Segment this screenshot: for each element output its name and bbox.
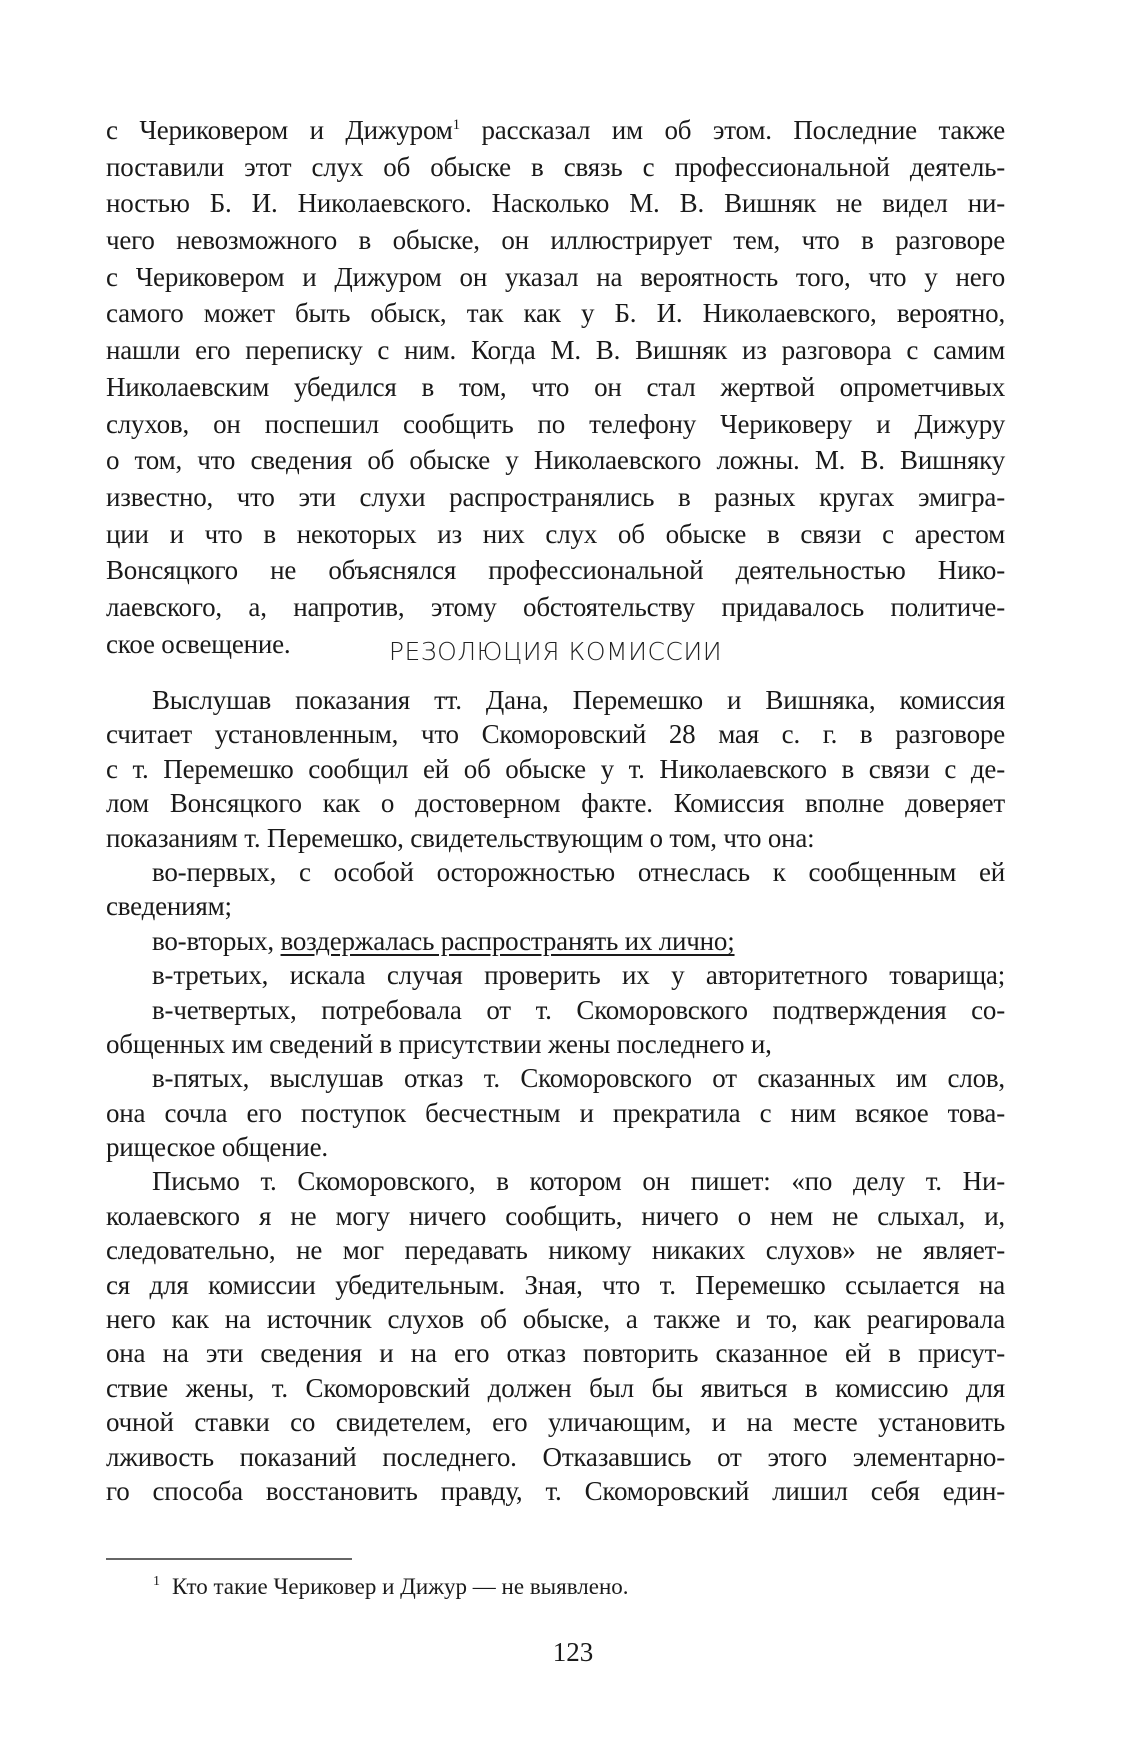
text-line: Вонсяцкого не объяснялся профессиональной деятельностью Нико-: [106, 555, 1005, 586]
text-line: считает установленным, что Скоморовский 28 мая с. г. в разговоре: [106, 719, 1005, 750]
text-line: [106, 112, 1005, 149]
text-line: во-первых, с особой осторожностью отнеслась к сообщенным ей: [152, 856, 1005, 887]
text-fragment: во-вторых,: [152, 925, 281, 956]
text-line: в-третьих, искала случая проверить их у авторитетного товарища;: [152, 960, 1005, 991]
text-line: [106, 924, 1005, 958]
underlined-text: воздержалась распространять их лично;: [280, 925, 735, 956]
text-line: рищеское общение.: [106, 1132, 328, 1163]
text-line: показаниям т. Перемешко, свидетельствующим о том, что она:: [106, 822, 815, 853]
text-line: Николаевским убедился в том, что он стал жертвой опрометчивых: [106, 371, 1005, 402]
text-line: ствие жены, т. Скоморовский должен был бы явиться в комиссию для: [106, 1372, 1005, 1403]
text-line: она сочла его поступок бесчестным и прекратила с ним всякое това-: [106, 1097, 1005, 1128]
text-line: лом Вонсяцкого как о достоверном факте. Комиссия вполне доверяет: [106, 788, 1005, 819]
text-line: она на эти сведения и на его отказ повторить сказанное ей в присут-: [106, 1338, 1005, 1369]
footnote-mark: 1: [153, 1574, 160, 1589]
text-line: самого может быть обыск, так как у Б. И. Николаевского, вероятно,: [106, 298, 1005, 329]
text-line: Письмо т. Скоморовского, в котором он пишет: «по делу т. Ни-: [152, 1166, 1005, 1197]
text-line: поставили этот слух об обыске в связь с профессиональной деятель-: [106, 151, 1005, 182]
footnote-reference[interactable]: 1: [452, 117, 460, 133]
footnote: [153, 1574, 629, 1600]
text-line: лаевского, а, напротив, этому обстоятельству придавалось политиче-: [106, 591, 1005, 622]
text-line: ское освещение.: [106, 628, 291, 659]
text-fragment: с Чериковером и Дижуром: [106, 115, 453, 145]
text-line: о том, что сведения об обыске у Николаевского ложны. М. В. Вишняку: [106, 445, 1005, 476]
text-line: нашли его переписку с ним. Когда М. В. Вишняк из разговора с самим: [106, 335, 1005, 366]
footnote-divider: [106, 1558, 352, 1560]
page-number: 123: [552, 1637, 594, 1667]
text-line: очной ставки со свидетелем, его уличающим, и на месте установить: [106, 1407, 1005, 1438]
text-line: с т. Перемешко сообщил ей об обыске у т. Николаевского в связи с де-: [106, 753, 1005, 784]
text-line: известно, что эти слухи распространялись в разных кругах эмигра-: [106, 481, 1005, 512]
text-line: следовательно, не мог передавать никому никаких слухов» не являет-: [106, 1235, 1005, 1266]
text-line: колаевского я не могу ничего сообщить, ничего о нем не слыхал, и,: [106, 1200, 1005, 1231]
text-line: общенных им сведений в присутствии жены последнего и,: [106, 1028, 772, 1059]
text-line: Выслушав показания тт. Дана, Перемешко и Вишняка, комиссия: [152, 685, 1005, 715]
text-line: чего невозможного в обыске, он иллюстрирует тем, что в разговоре: [106, 225, 1005, 256]
text-line: лживость показаний последнего. Отказавшись от этого элементарно-: [106, 1441, 1005, 1472]
resolution-body: [106, 683, 1005, 1508]
text-line: в-четвертых, потребовала от т. Скоморовского подтверждения со-: [152, 994, 1005, 1025]
text-line: слухов, он поспешил сообщить по телефону Чериковеру и Дижуру: [106, 408, 1005, 439]
text-fragment: рассказал им об этом. Последние также: [459, 115, 1005, 145]
text-line: го способа восстановить правду, т. Скоморовский лишил себя един-: [106, 1475, 1005, 1506]
section-heading: РЕЗОЛЮЦИЯ КОМИССИИ: [388, 637, 723, 666]
text-line: него как на источник слухов об обыске, а также и то, как реагировала: [106, 1304, 1005, 1335]
paragraph-testimony-continuation: [106, 112, 1005, 662]
text-line: с Чериковером и Дижуром он указал на вероятность того, что у него: [106, 261, 1005, 292]
text-line: сведениям;: [106, 891, 232, 922]
text-line: ностью Б. И. Николаевского. Насколько М. В. Вишняк не видел ни-: [106, 188, 1005, 219]
text-line: ции и что в некоторых из них слух об обыске в связи с арестом: [106, 518, 1005, 549]
text-line: в-пятых, выслушав отказ т. Скоморовского от сказанных им слов,: [152, 1063, 1005, 1094]
footnote-text: Кто такие Чериковер и Дижур — не выявлено.: [172, 1574, 629, 1599]
text-line: ся для комиссии убедительным. Зная, что т. Перемешко ссылается на: [106, 1269, 1005, 1300]
